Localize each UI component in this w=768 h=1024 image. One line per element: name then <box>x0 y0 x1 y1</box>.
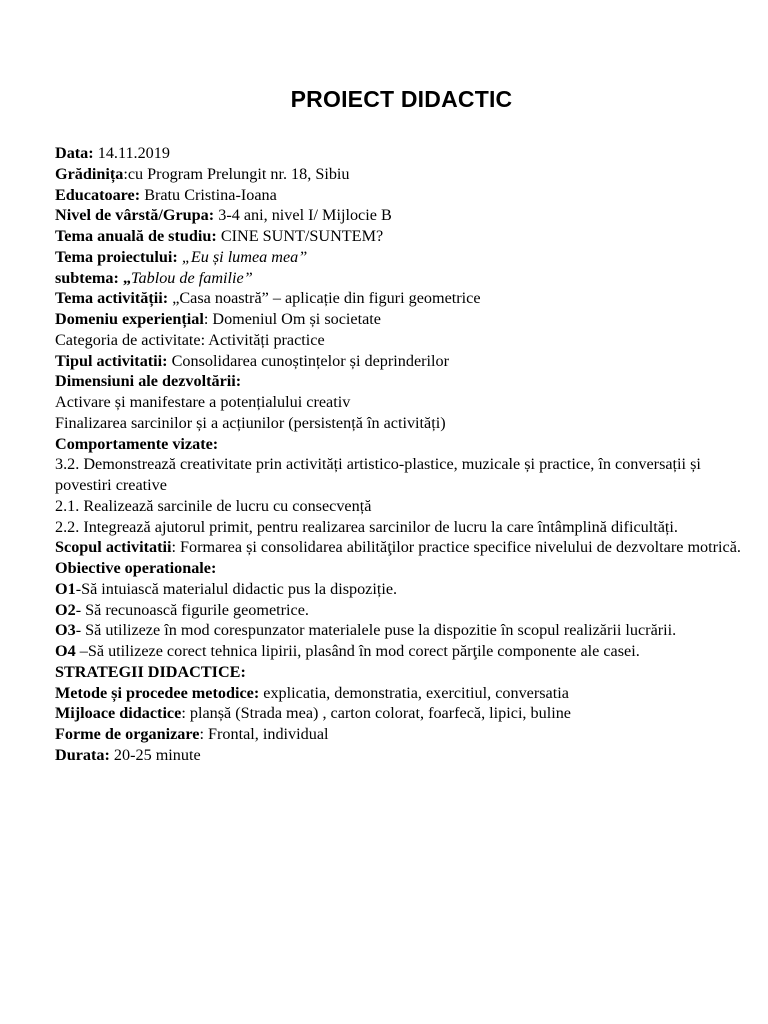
age-group-line <box>55 205 760 226</box>
organization-value: : Frontal, individual <box>199 725 329 743</box>
age-group-value: 3-4 ani, nivel I/ Mijlocie B <box>214 206 392 225</box>
project-theme-value: „Eu și lumea mea” <box>177 247 308 266</box>
objective-code: O1 <box>55 579 76 598</box>
objective-code: O4 <box>55 642 76 660</box>
objective-text: -Să intuiască materialul didactic pus la dispoziție. <box>75 579 398 598</box>
behavior-item: 2.1. Realizează sarcinile de lucru cu consecvență <box>55 496 372 515</box>
purpose-paragraph <box>55 537 760 558</box>
activity-type-label: Tipul activitatii: <box>55 351 168 370</box>
strategies-heading: STRATEGII DIDACTICE: <box>55 662 246 681</box>
kindergarten-value: :cu Program Prelungit nr. 18, Sibiu <box>123 164 350 183</box>
date-value: 14.11.2019 <box>93 144 170 162</box>
objective-text: –Să utilizeze corect tehnica lipirii, plasând în mod corect părţile componente ale casei. <box>75 642 640 660</box>
organization-line <box>55 724 760 745</box>
activity-theme-line <box>55 288 760 309</box>
annual-theme-label: Tema anuală de studiu: <box>55 227 217 245</box>
objective-item <box>55 641 760 662</box>
methods-line <box>55 683 760 704</box>
kindergarten-line <box>55 164 760 185</box>
subtheme-value: Tablou de familie” <box>131 268 253 287</box>
materials-label: Mijloace didactice <box>55 704 182 723</box>
behavior-item: 3.2. Demonstrează creativitate prin activități artistico-plastice, muzicale și practice, în conversații și povestiri creative <box>55 455 701 494</box>
dimension-item: Activare și manifestare a potențialului creativ <box>55 393 351 411</box>
materials-line <box>55 703 760 724</box>
objectives-heading: Obiective operationale: <box>55 559 217 577</box>
dimension-item: Finalizarea sarcinilor și a acțiunilor (persistență în activități) <box>55 413 446 432</box>
document-body <box>55 143 760 766</box>
domain-line <box>55 309 760 330</box>
materials-value: : planșă (Strada mea) , carton colorat, foarfecă, lipici, buline <box>181 704 571 723</box>
duration-value: 20-25 minute <box>109 745 201 764</box>
objective-text: - Să recunoască figurile geometrice. <box>75 600 309 619</box>
subtheme-label: subtema <box>55 268 114 287</box>
annual-theme-line <box>55 226 760 247</box>
organization-label: Forme de organizare <box>55 725 200 743</box>
behaviors-heading: Comportamente vizate: <box>55 434 219 453</box>
objective-item <box>55 579 760 600</box>
activity-theme-value: „Casa noastră” – aplicație din figuri geometrice <box>168 289 481 308</box>
purpose-value: : Formarea și consolidarea abilităţilor practice specifice nivelului de dezvoltare motrică. <box>171 538 741 557</box>
objective-item <box>55 620 760 641</box>
teacher-value: Bratu Cristina-Ioana <box>140 185 277 204</box>
behavior-item: 2.2. Integrează ajutorul primit, pentru realizarea sarcinilor de lucru la care întâmplină dificultăți. <box>55 517 678 536</box>
category-line: Categoria de activitate: Activități practice <box>55 330 325 349</box>
activity-theme-label: Tema activității: <box>55 289 169 308</box>
methods-value: explicatia, demonstratia, exercitiul, conversatia <box>259 683 569 702</box>
age-group-label: Nivel de vârstă/Grupa: <box>55 206 215 225</box>
duration-label: Durata: <box>55 745 110 764</box>
objective-code: O2 <box>55 600 76 619</box>
activity-type-value: Consolidarea cunoștințelor și deprinderilor <box>167 351 449 370</box>
teacher-label: Educatoare: <box>55 185 141 204</box>
activity-type-line <box>55 351 760 372</box>
dimensions-heading: Dimensiuni ale dezvoltării: <box>55 372 242 391</box>
document-title: PROIECT DIDACTIC <box>290 86 513 112</box>
domain-label: Domeniu experiențial <box>55 310 204 328</box>
date-label: Data: <box>55 144 94 162</box>
domain-value: : Domeniul Om și societate <box>203 310 381 328</box>
teacher-line <box>55 185 760 206</box>
methods-label: Metode și procedee metodice: <box>55 683 260 702</box>
objective-code: O3 <box>55 621 76 640</box>
duration-line <box>55 745 760 766</box>
date-line <box>55 143 760 164</box>
subtheme-quote: : „ <box>113 268 131 287</box>
kindergarten-label: Grădinița <box>55 164 124 183</box>
project-theme-line <box>55 247 760 268</box>
purpose-label: Scopul activitatii <box>55 538 172 557</box>
annual-theme-value: CINE SUNT/SUNTEM? <box>216 227 384 245</box>
subtheme-line <box>55 268 760 289</box>
objective-text: - Să utilizeze în mod corespunzator materialele puse la dispozitie în scopul realizării lucrării. <box>75 621 677 640</box>
objective-item <box>55 600 760 621</box>
project-theme-label: Tema proiectului: <box>55 247 178 266</box>
